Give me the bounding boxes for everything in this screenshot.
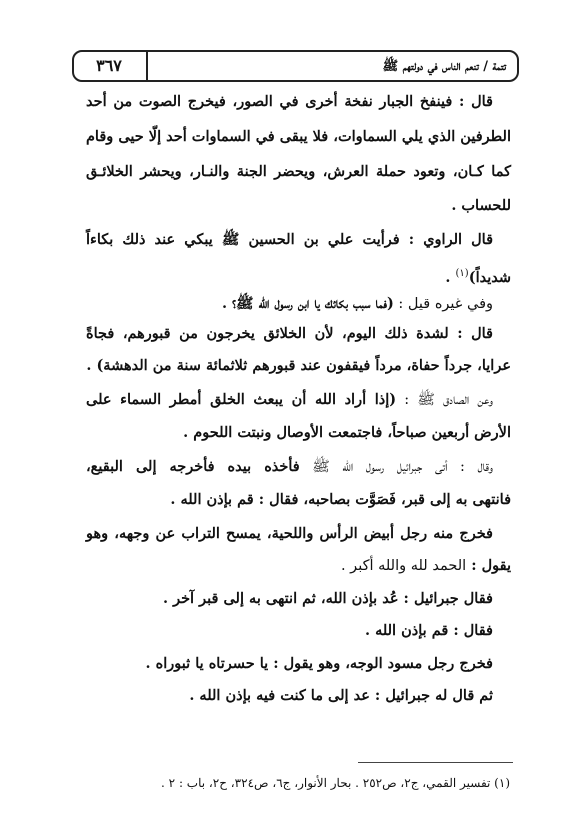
text-line: قال الراوي : فرأيت علي بن الحسين ﷺ يبكي عند ذلك بكاءاً <box>86 231 493 248</box>
text-line: فقال : قم بإذن الله . <box>364 622 493 639</box>
text-line: ثم قال له جبرائيل : عد إلى ما كنت فيه بإذن الله . <box>189 687 493 704</box>
footnote-rule <box>358 762 513 763</box>
text-line: الأرض أربعين صباحاً، فاجتمعت الأوصال ونبتت اللحوم . <box>183 424 511 441</box>
footnote: (١) تفسير القمي، ج٢، ص٢٥٢ . بحار الأنوار، ج٦، ص٣٢٤، ح٢، باب : ٢ . <box>161 776 510 790</box>
text-line: فقال جبرائيل : عُد بإذن الله، ثم انتهى به إلى قبر آخر . <box>162 590 493 607</box>
text-line: للحساب . <box>451 197 511 214</box>
text-line: فخرج منه رجل أبيض الرأس واللحية، يمسح التراب عن وجهه، وهو <box>86 525 493 542</box>
quote-text: . <box>445 268 456 286</box>
text-line: الطرفين الذي يلي السماوات، فلا يبقى في السماوات أحد إلّا حيى وقام <box>85 128 511 145</box>
intro-text: وفي غيره قيل : <box>393 296 493 312</box>
text-line: فخرج رجل مسود الوجه، وهو يقول : يا حسرتاه يا ثبوراه . <box>145 655 493 672</box>
quote-text: (فما سبب بكائك يا ابن رسول الله ﷺ؟ . <box>221 295 394 312</box>
running-title: تتمة / تنعم الناس في دولتهم ﷺ <box>382 59 506 74</box>
text-line: كما كـان، وتعود حملة العرش، ويحضر الجنة والنـار، ويحشر الخلائـق <box>86 163 511 180</box>
text-line <box>222 294 493 314</box>
text-line <box>341 556 511 576</box>
text-line: قال : فينفخ الجبار نفخة أخرى في الصور، فيخرج الصوت من أحد <box>86 93 493 110</box>
quote-text: (إذا أراد الله أن يبعث الخلق أمطر السماء على <box>86 391 397 408</box>
quote-text: فأخذه بيده فأخرجه إلى البقيع، <box>86 458 300 475</box>
text-line <box>86 457 493 477</box>
intro-text: يقول : <box>466 557 511 574</box>
text-line <box>86 390 493 410</box>
text-line: عرايا، جرداً حفاة، مرداً فيقفون عند قبورهم ثلاثمائة سنة من الدهشة) . <box>86 357 511 374</box>
page-number: ٣٦٧ <box>96 56 122 75</box>
intro-text: وقال : أتى جبرائيل رسول الله ﷺ <box>299 459 493 475</box>
quote-text: الحمد لله والله أكبر . <box>340 558 467 574</box>
text-line <box>445 264 511 288</box>
quote-text: شديداً) <box>468 268 511 286</box>
text-line: فانتهى به إلى قبر، فَصَوَّت بصاحبه، فقال : قم بإذن الله . <box>170 491 511 508</box>
footnote-marker: (١) <box>455 268 469 279</box>
intro-text: وعن الصادق ﷺ : <box>396 392 494 408</box>
text-line: قال : لشدة ذلك اليوم، لأن الخلائق يخرجون من قبورهم، فجاةً <box>86 325 493 342</box>
